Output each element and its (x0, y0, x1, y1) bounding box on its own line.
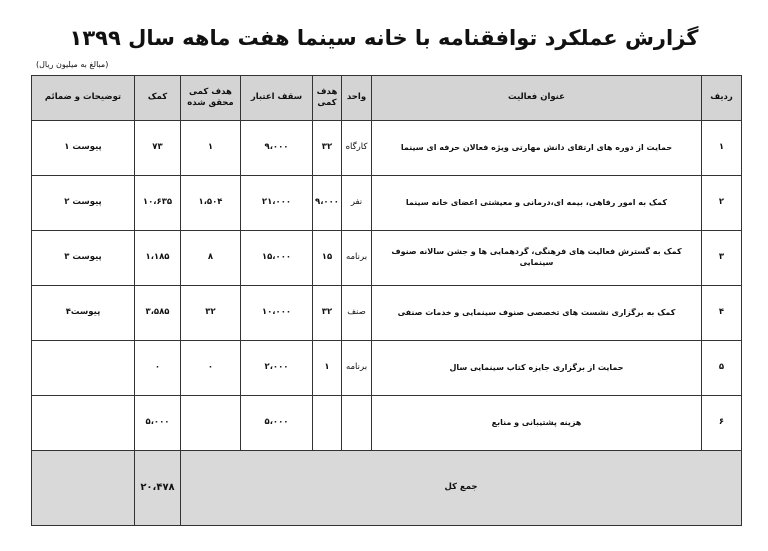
cell-achieved: ۸ (181, 231, 241, 286)
cell-unit: برنامه (342, 231, 372, 286)
cell-budget-cap: ۱۵،۰۰۰ (241, 231, 313, 286)
cell-notes: پیوست ۳ (32, 231, 135, 286)
table-row (32, 231, 742, 286)
cell-unit (342, 396, 372, 451)
total-notes-empty (32, 451, 135, 526)
cell-aid: ۰ (135, 341, 181, 396)
cell-budget-cap: ۲،۰۰۰ (241, 341, 313, 396)
cell-unit: صنف (342, 286, 372, 341)
cell-unit: نفر (342, 176, 372, 231)
cell-achieved: ۰ (181, 341, 241, 396)
table-header-row (32, 76, 742, 121)
cell-row-number: ۲ (702, 176, 742, 231)
total-row (32, 451, 742, 526)
cell-aid: ۷۳ (135, 121, 181, 176)
total-aid: ۲۰،۴۷۸ (135, 451, 181, 526)
report-title: گزارش عملکرد توافقنامه با خانه سینما هفت ماهه سال ۱۳۹۹ (69, 26, 699, 50)
cell-aid: ۱،۱۸۵ (135, 231, 181, 286)
cell-row-number: ۶ (702, 396, 742, 451)
cell-row-number: ۱ (702, 121, 742, 176)
cell-achieved: ۱ (181, 121, 241, 176)
cell-activity: کمک به گسترش فعالیت های فرهنگی، گردهمایی ها و جشن سالانه صنوف سینمایی (372, 231, 702, 286)
cell-aid: ۳،۵۸۵ (135, 286, 181, 341)
header-notes: توضیحات و ضمائم (32, 76, 135, 121)
cell-budget-cap: ۵،۰۰۰ (241, 396, 313, 451)
header-budget-cap: سقف اعتبار (241, 76, 313, 121)
cell-budget-cap: ۲۱،۰۰۰ (241, 176, 313, 231)
header-target: هدف کمی (313, 76, 342, 121)
table-row (32, 396, 742, 451)
cell-activity: کمک به امور رفاهی، بیمه ای،درمانی و معیشتی اعضای خانه سینما (372, 176, 702, 231)
cell-target: ۳۲ (313, 121, 342, 176)
cell-notes: پیوست۴ (32, 286, 135, 341)
cell-target: ۹،۰۰۰ (313, 176, 342, 231)
cell-achieved: ۳۲ (181, 286, 241, 341)
header-activity: عنوان فعالیت (372, 76, 702, 121)
cell-target: ۱ (313, 341, 342, 396)
cell-row-number: ۴ (702, 286, 742, 341)
cell-aid: ۱۰،۶۳۵ (135, 176, 181, 231)
table-row (32, 341, 742, 396)
cell-activity: حمایت از دوره های ارتقای دانش مهارتی ویژه فعالان حرفه ای سینما (372, 121, 702, 176)
cell-notes (32, 396, 135, 451)
cell-unit: کارگاه (342, 121, 372, 176)
cell-target: ۱۵ (313, 231, 342, 286)
cell-notes: پیوست ۱ (32, 121, 135, 176)
header-aid: کمک (135, 76, 181, 121)
cell-unit: برنامه (342, 341, 372, 396)
cell-achieved: ۱،۵۰۴ (181, 176, 241, 231)
cell-budget-cap: ۹،۰۰۰ (241, 121, 313, 176)
cell-notes (32, 341, 135, 396)
cell-activity: حمایت از برگزاری جایزه کتاب سینمایی سال (372, 341, 702, 396)
cell-budget-cap: ۱۰،۰۰۰ (241, 286, 313, 341)
cell-row-number: ۳ (702, 231, 742, 286)
cell-achieved (181, 396, 241, 451)
table-row (32, 176, 742, 231)
header-unit: واحد (342, 76, 372, 121)
cell-activity: هزینه پشتیبانی و منابع (372, 396, 702, 451)
cell-aid: ۵،۰۰۰ (135, 396, 181, 451)
table-row (32, 286, 742, 341)
cell-notes: پیوست ۲ (32, 176, 135, 231)
header-row-number: ردیف (702, 76, 742, 121)
cell-target: ۳۲ (313, 286, 342, 341)
cell-target (313, 396, 342, 451)
cell-row-number: ۵ (702, 341, 742, 396)
cell-activity: کمک به برگزاری نشست های تخصصی صنوف سینمایی و خدمات صنفی (372, 286, 702, 341)
table-row (32, 121, 742, 176)
unit-note: (مبالغ به میلیون ریال) (36, 60, 109, 69)
total-label: جمع کل (181, 451, 742, 526)
report-table (31, 75, 742, 526)
header-achieved: هدف کمی محقق شده (181, 76, 241, 121)
